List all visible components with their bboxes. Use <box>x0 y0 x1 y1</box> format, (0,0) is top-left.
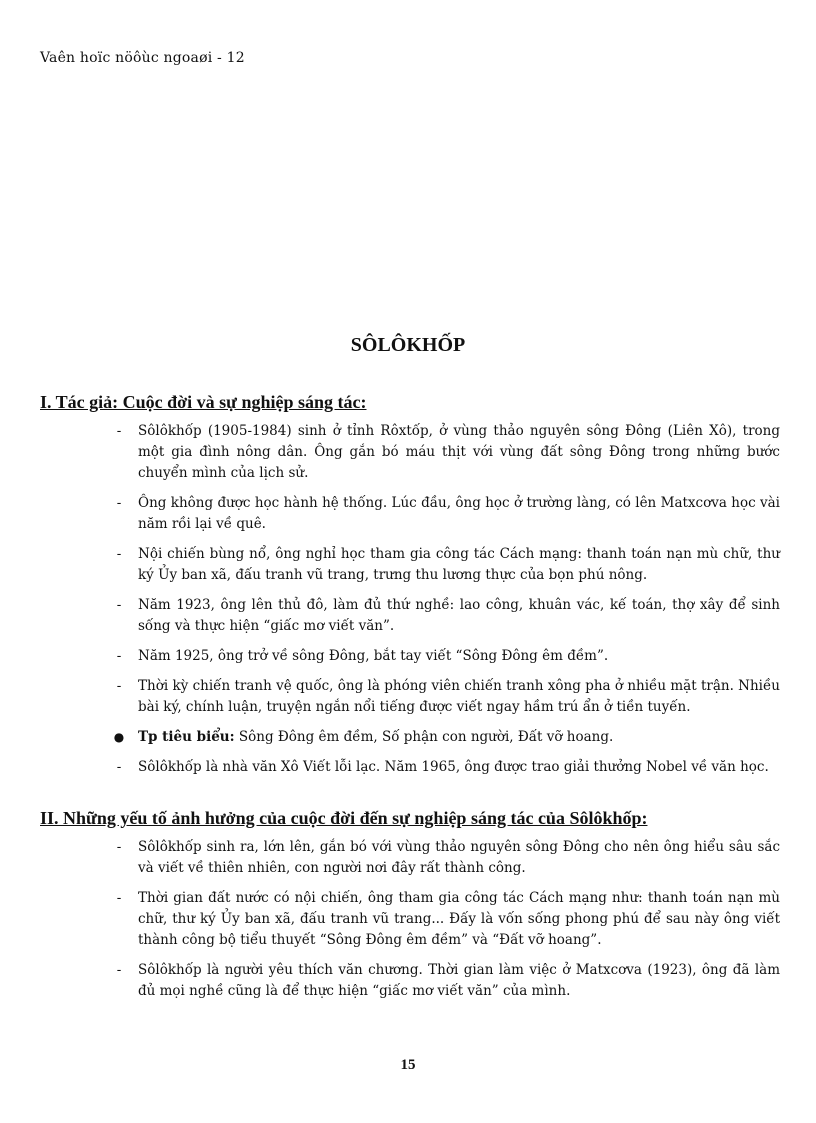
item-text: Nội chiến bùng nổ, ông nghỉ học tham gia công tác Cách mạng: thanh toán nạn mù chữ, thư ký Ủy ban xã, đấu tranh vũ trang, trưng thu lương thực của bọn phú nông. <box>138 546 780 583</box>
list-item <box>40 837 780 879</box>
item-text: Ông không được học hành hệ thống. Lúc đầu, ông học ở trường làng, có lên Matxcơva học vài năm rồi lại về quê. <box>138 495 780 532</box>
running-header: Vaên hoïc nöôùc ngoaøi - 12 <box>40 50 245 66</box>
section-heading: I. Tác giả: Cuộc đời và sự nghiệp sáng tác: <box>40 392 367 412</box>
item-text: Năm 1923, ông lên thủ đô, làm đủ thứ nghề: lao công, khuân vác, kế toán, thợ xây để sinh sống và thực hiện “giấc mơ viết văn”. <box>138 597 780 634</box>
section-author-biography <box>40 392 780 787</box>
item-text: Sôlôkhốp là nhà văn Xô Viết lỗi lạc. Năm 1965, ông được trao giải thưởng Nobel về văn học. <box>138 759 769 775</box>
item-text: Sôlôkhốp sinh ra, lớn lên, gắn bó với vùng thảo nguyên sông Đông cho nên ông hiểu sâu sắc và viết về thiên nhiên, con người nơi đây rất thành công. <box>138 839 780 876</box>
item-text: Sôlôkhốp (1905-1984) sinh ở tỉnh Rôxtốp, ở vùng thảo nguyên sông Đông (Liên Xô), trong một gia đình nông dân. Ông gắn bó máu thịt với vùng đất sông Đông trong những bước chuyển mình của lịch sử. <box>138 423 780 481</box>
item-text: Thời gian đất nước có nội chiến, ông tham gia công tác Cách mạng như: thanh toán nạn mù chữ, thư ký Ủy ban xã, đấu tranh vũ trang... Đấy là vốn sống phong phú để sau này ông viết thành công bộ tiểu thuyết “Sông Đông êm đềm” và “Đất vỡ hoang”. <box>138 890 780 948</box>
dash-marker: - <box>116 759 122 775</box>
list-item <box>40 960 780 1002</box>
list-item <box>40 646 780 667</box>
item-text: Sôlôkhốp là người yêu thích văn chương. Thời gian làm việc ở Matxcơva (1923), ông đã làm đủ mọi nghề cũng là để thực hiện “giấc mơ viết văn” của mình. <box>138 962 780 999</box>
dash-marker: - <box>116 597 122 613</box>
list-item <box>40 888 780 951</box>
list-item <box>40 727 780 748</box>
item-text: Thời kỳ chiến tranh vệ quốc, ông là phóng viên chiến tranh xông pha ở nhiều mặt trận. Nhiều bài ký, chính luận, truyện ngắn nổi tiếng được viết ngay hầm trú ẩn ở tiền tuyến. <box>138 678 780 715</box>
list-item <box>40 757 780 778</box>
list-item <box>40 493 780 535</box>
item-text: Sông Đông êm đềm, Số phận con người, Đất vỡ hoang. <box>234 729 614 745</box>
bullet-marker: ● <box>113 730 125 744</box>
item-label: Tp tiêu biểu: <box>138 729 235 745</box>
dash-marker: - <box>116 839 122 855</box>
dash-marker: - <box>116 678 122 694</box>
dash-marker: - <box>116 962 122 978</box>
item-list <box>40 837 780 1002</box>
page-number: 15 <box>400 1057 416 1073</box>
dash-marker: - <box>116 546 122 562</box>
dash-marker: - <box>116 648 122 664</box>
list-item <box>40 676 780 718</box>
list-item <box>40 595 780 637</box>
dash-marker: - <box>116 495 122 511</box>
list-item <box>40 421 780 484</box>
list-item <box>40 544 780 586</box>
section-heading: II. Những yếu tố ảnh hưởng của cuộc đời đến sự nghiệp sáng tác của Sôlôkhốp: <box>40 808 648 828</box>
item-text: Năm 1925, ông trở về sông Đông, bắt tay viết “Sông Đông êm đềm”. <box>138 648 609 664</box>
item-list <box>40 421 780 778</box>
page-title: SÔLÔKHỐP <box>350 334 466 356</box>
dash-marker: - <box>116 890 122 906</box>
dash-marker: - <box>116 423 122 439</box>
section-life-influences <box>40 808 780 1011</box>
